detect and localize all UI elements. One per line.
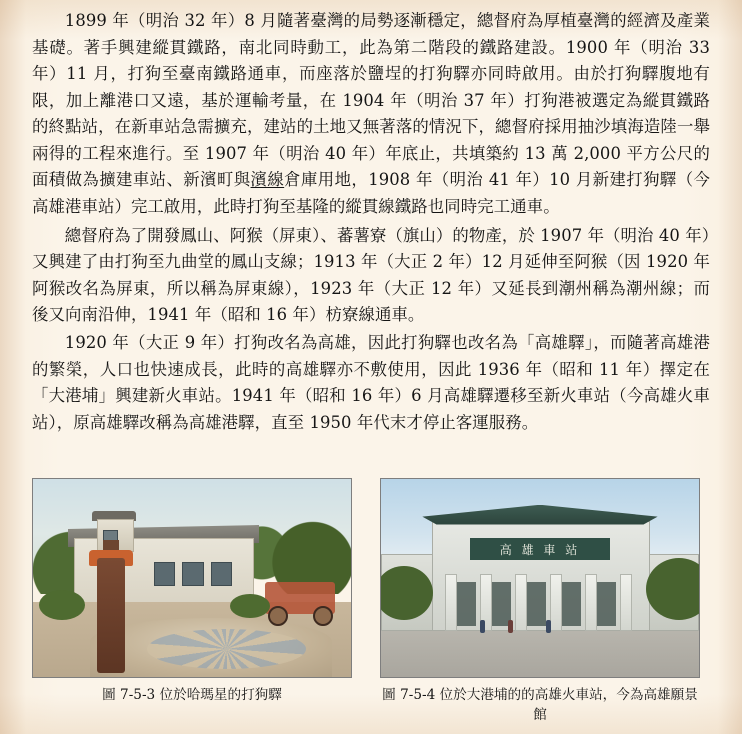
paragraph-1-text-part-3: 倉庫用地，1908 年（明治 41 年）10 月新建打狗驛（今高雄港車站）完工啟用，此時打狗至基隆的縱貫線鐵路也同時完工通車。 bbox=[32, 170, 710, 217]
figure-7-5-4-caption: 圖 7-5-4 位於大港埔的的高雄火車站，今為高雄願景館 bbox=[382, 687, 698, 724]
photo2-entrance bbox=[597, 582, 616, 626]
paragraph-2: 總督府為了開發鳳山、阿猴（屏東）、蕃薯寮（旗山）的物產，於 1907 年（明治 40 年）又興建了由打狗至九曲堂的鳳山支線；1913 年（大正 2 年）12 月延伸至阿猴（因 1920 年阿猴改名為屏東，所以稱為屏東線），1923 年（大正 12 年）又延長到潮州稱為潮州線；而後又向南沿伸，1941 年（昭和 16 年）枋寮線通車。 bbox=[32, 225, 710, 325]
document-content bbox=[32, 8, 710, 726]
paragraph-1-underlined-term: 濱線 bbox=[250, 170, 285, 190]
paragraph-1-text-part-1: 1899 年（明治 32 年）8 月隨著臺灣的局勢逐漸穩定，總督府為厚植臺灣的經濟及產業基礎。著手興建縱貫鐵路，南北同時動工，此為第二階段的鐵路建設。1900 年（明治 33 年）11 月，打狗至臺南鐵路通車，而座落於鹽埕的打狗驛亦同時啟用。由於打狗驛腹地有限，加上離港口又遠，基於運輸考量，在 1904 年（明治 37 年）打狗港被選定為縱貫鐵路的終點站，在新車站急需擴充，建站的土地又無著落的情況下，總督府採用抽沙填海造陸一舉兩得的工程來進行。至 1907 年（明治 40 年）年底止，共填築約 13 萬 2,000 平方公尺的面積做為擴建車站、新濱町與 bbox=[32, 11, 710, 190]
photo1-lamp-post bbox=[97, 558, 126, 673]
photo1-bush bbox=[230, 594, 270, 618]
photo2-column bbox=[585, 574, 597, 631]
photo2-pedestrian bbox=[508, 620, 513, 633]
figure-7-5-3-caption: 圖 7-5-3 位於哈瑪星的打狗驛 bbox=[102, 687, 282, 703]
photo2-column bbox=[620, 574, 632, 631]
photo1-bush bbox=[39, 590, 85, 620]
photo2-ground bbox=[381, 626, 699, 677]
figure-7-5-3 bbox=[32, 478, 352, 726]
figure-row bbox=[32, 478, 710, 726]
photo1-cart-wheel bbox=[268, 606, 288, 626]
photo2-entrance bbox=[527, 582, 546, 626]
photo2-column bbox=[550, 574, 562, 631]
photo2-station-sign: 高 雄 車 站 bbox=[470, 538, 610, 560]
photo2-pedestrian bbox=[480, 620, 485, 633]
photo1-window bbox=[154, 562, 175, 586]
paragraph-1 bbox=[32, 8, 710, 221]
photo2-entrance bbox=[457, 582, 476, 626]
figure-7-5-4 bbox=[380, 478, 700, 726]
photo1-mosaic-pavement bbox=[147, 629, 306, 669]
paragraph-3: 1920 年（大正 9 年）打狗改名為高雄，因此打狗驛也改名為「高雄驛」，而隨著高雄港的繁榮，人口也快速成長，此時的高雄驛亦不敷使用，因此 1936 年（昭和 11 年）擇定在「大港埔」興建新火車站。1941 年（昭和 16 年）6 月高雄驛遷移至新火車站（今高雄火車站），原高雄驛改稱為高雄港驛，直至 1950 年代末才停止客運服務。 bbox=[32, 332, 710, 432]
photo1-window bbox=[182, 562, 203, 586]
photo2-pedestrian bbox=[546, 620, 551, 633]
photo2-entrance bbox=[492, 582, 511, 626]
photo1-window bbox=[211, 562, 232, 586]
kaohsiung-station-dagangpu-photo bbox=[380, 478, 700, 678]
photo1-cart-wheel bbox=[313, 606, 333, 626]
takao-station-hamasen-photo bbox=[32, 478, 352, 678]
photo2-column bbox=[445, 574, 457, 631]
photo2-column bbox=[515, 574, 527, 631]
photo2-entrance bbox=[562, 582, 581, 626]
